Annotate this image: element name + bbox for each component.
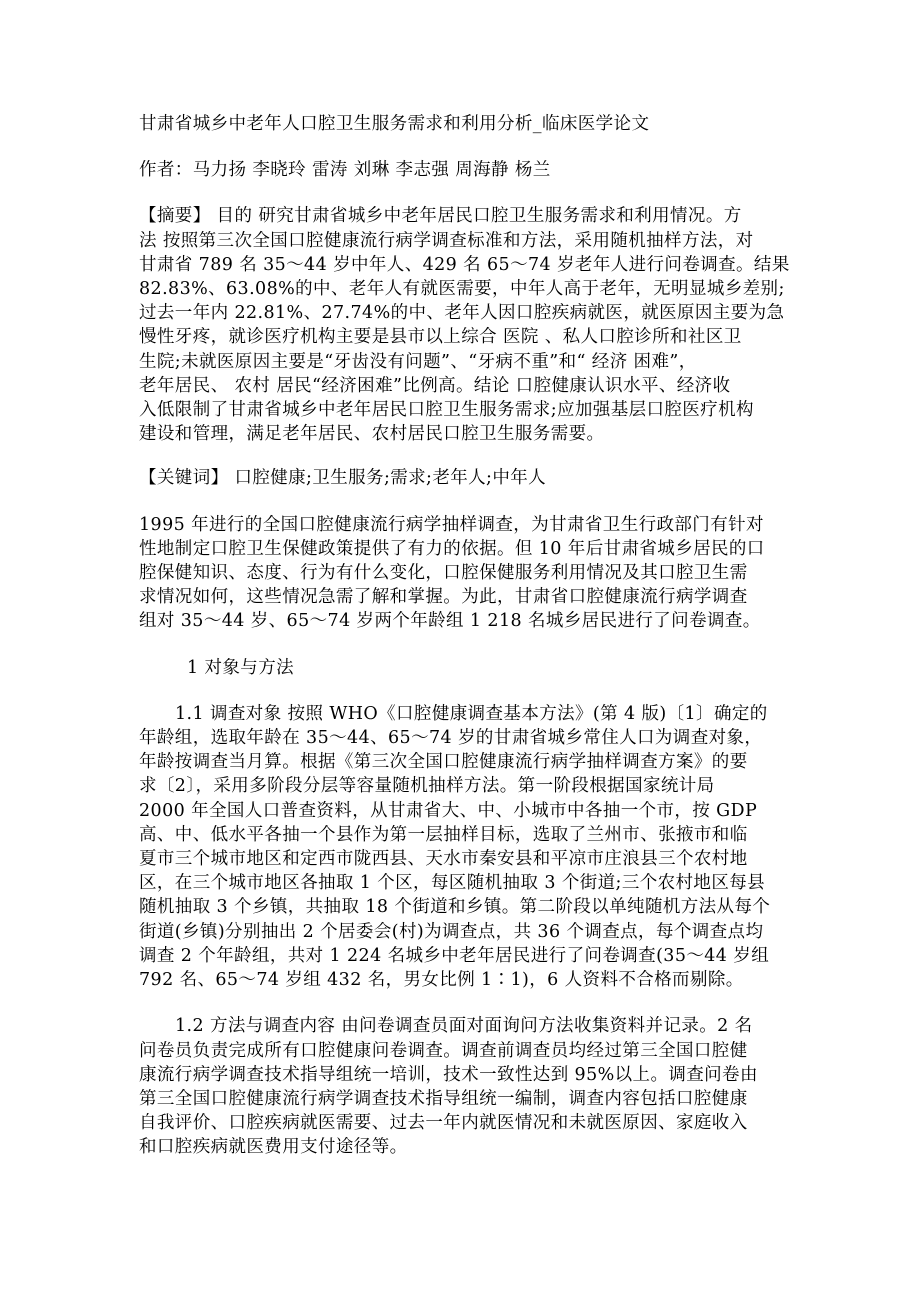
section-1-1-line: 年龄组，选取年龄在 35～44、65～74 岁的甘肃省城乡常住人口为调查对象， <box>139 728 763 749</box>
keywords-line: 【关键词】 口腔健康;卫生服务;需求;老年人;中年人 <box>139 468 547 489</box>
abstract-line: 82.83%、63.08%的中、老年人有就医需要，中年人高于老年，无明显城乡差别; <box>139 279 785 300</box>
abstract-line: 建设和管理，满足老年居民、农村居民口腔卫生服务需要。 <box>139 424 605 445</box>
section-heading <box>139 656 779 680</box>
section-1-1-line: 高、中、低水平各抽一个县作为第一层抽样目标，选取了兰州市、张掖市和临 <box>139 824 748 845</box>
intro-line: 性地制定口腔卫生保健政策提供了有力的依据。但 10 年后甘肃省城乡居民的口 <box>139 538 765 559</box>
abstract-line: 过去一年内 22.81%、27.74%的中、老年人因口腔疾病就医，就医原因主要为急 <box>139 303 785 324</box>
author-line <box>139 158 779 182</box>
abstract-line: 慢性牙疼，就诊医疗机构主要是县市以上综合 医院 、私人口腔诊所和社区卫 <box>139 327 742 348</box>
section-1-1-line: 调查 2 个年龄组，共对 1 224 名城乡中老年居民进行了问卷调查(35～44 岁组 <box>139 945 770 966</box>
section-1-1-paragraph <box>139 702 779 992</box>
section-1-1-line: 年龄按调查当月算。根据《第三次全国口腔健康流行病学抽样调查方案》的要 <box>139 752 748 773</box>
document-title <box>139 112 779 136</box>
title-text: 甘肃省城乡中老年人口腔卫生服务需求和利用分析_临床医学论文 <box>139 114 650 134</box>
intro-line: 组对 35～44 岁、65～74 岁两个年龄组 1 218 名城乡居民进行了问卷调查。 <box>139 611 761 632</box>
authors-list: 马力扬 李晓玲 雷涛 刘琳 李志强 周海静 杨兰 <box>192 160 551 181</box>
intro-paragraph <box>139 513 779 634</box>
section-1-1-line: 求〔2〕，采用多阶段分层等容量随机抽样方法。第一阶段根据国家统计局 <box>139 776 715 797</box>
section-1-1-line: 1.1 调查对象 按照 WHO《口腔健康调查基本方法》(第 4 版)〔1〕确定的 <box>175 703 768 724</box>
section-1-1-line: 随机抽取 3 个乡镇，共抽取 18 个街道和乡镇。第二阶段以单纯随机方法从每个 <box>139 897 771 918</box>
intro-line: 1995 年进行的全国口腔健康流行病学抽样调查，为甘肃省卫生行政部门有针对 <box>139 514 764 535</box>
abstract-line: 法 按照第三次全国口腔健康流行病学调查标准和方法，采用随机抽样方法，对 <box>139 230 754 251</box>
section-1-1-line: 街道(乡镇)分别抽出 2 个居委会(村)为调查点，共 36 个调查点，每个调查点均 <box>139 921 764 942</box>
section-1-2-line: 康流行病学调查技术指导组统一培训，技术一致性达到 95%以上。调查问卷由 <box>139 1064 758 1085</box>
section-1-2-line: 问卷员负责完成所有口腔健康问卷调查。调查前调查员均经过第三全国口腔健 <box>139 1040 748 1061</box>
abstract-line: 生院;未就医原因主要是“牙齿没有问题”、“牙病不重”和“ 经济 困难”， <box>139 351 697 372</box>
abstract-line: 【摘要】 目的 研究甘肃省城乡中老年居民口腔卫生服务需求和利用情况。方 <box>139 206 742 227</box>
section-1-1-line: 792 名、65～74 岁组 432 名，男女比例 1∶1)，6 人资料不合格而剔除。 <box>139 970 744 991</box>
section-1-2-paragraph <box>139 1014 779 1159</box>
abstract-line: 入低限制了甘肃省城乡中老年居民口腔卫生服务需求;应加强基层口腔医疗机构 <box>139 400 754 421</box>
document-page <box>139 112 790 1160</box>
section-1-2-line: 自我评价、口腔疾病就医需要、过去一年内就医情况和未就医原因、家庭收入 <box>139 1113 748 1134</box>
section-heading-text: 1 对象与方法 <box>187 657 294 678</box>
section-1-2-line: 1.2 方法与调查内容 由问卷调查员面对面询问方法收集资料并记录。2 名 <box>175 1016 753 1037</box>
authors-label: 作者： <box>139 160 193 181</box>
section-1-1-line: 2000 年全国人口普查资料，从甘肃省大、中、小城市中各抽一个市，按 GDP <box>139 800 758 821</box>
section-1-2-line: 第三全国口腔健康流行病学调查技术指导组统一编制，调查内容包括口腔健康 <box>139 1088 748 1109</box>
intro-line: 求情况如何，这些情况急需了解和掌握。为此，甘肃省口腔健康流行病学调查 <box>139 587 748 608</box>
section-1-1-line: 区，在三个城市地区各抽取 1 个区，每区随机抽取 3 个街道;三个农村地区每县 <box>139 873 766 894</box>
section-1-2-line: 和口腔疾病就医费用支付途径等。 <box>139 1137 408 1158</box>
abstract-paragraph <box>139 204 790 446</box>
intro-line: 腔保健知识、态度、行为有什么变化，口腔保健服务利用情况及其口腔卫生需 <box>139 563 748 584</box>
abstract-line: 甘肃省 789 名 35～44 岁中年人、429 名 65～74 岁老年人进行问卷调查。结果 <box>139 254 790 275</box>
abstract-line: 老年居民、 农村 居民“经济困难”比例高。结论 口腔健康认识水平、经济收 <box>139 375 731 396</box>
section-1-1-line: 夏市三个城市地区和定西市陇西县、天水市秦安县和平凉市庄浪县三个农村地 <box>139 849 748 870</box>
keywords-paragraph <box>139 466 779 490</box>
